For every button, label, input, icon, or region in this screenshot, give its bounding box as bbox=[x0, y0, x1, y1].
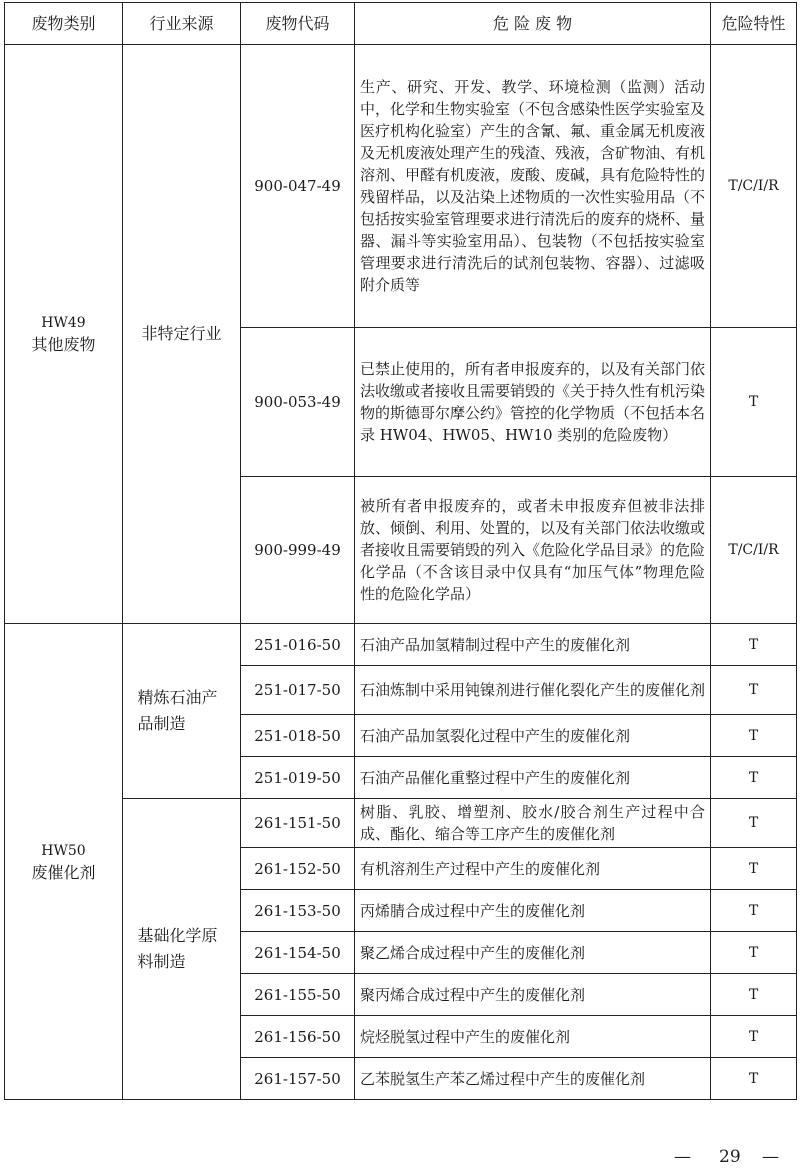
waste-code: 261-154-50 bbox=[241, 932, 355, 974]
waste-description: 树脂、乳胶、增塑剂、胶水/胶合剂生产过程中合成、酯化、缩合等工序产生的废催化剂 bbox=[355, 799, 711, 848]
hazard-characteristic: T bbox=[711, 624, 797, 666]
waste-code: 261-151-50 bbox=[241, 799, 355, 848]
industry-source-label: 基础化学原料制造 bbox=[137, 926, 218, 971]
page-dash-left: — bbox=[674, 1147, 691, 1167]
table-row bbox=[5, 45, 797, 328]
header-row bbox=[5, 3, 797, 45]
header-waste: 危 险 废 物 bbox=[355, 3, 711, 45]
page-dash-right: — bbox=[762, 1147, 779, 1167]
hazardous-waste-table bbox=[4, 2, 797, 1100]
hazard-characteristic: T/C/I/R bbox=[711, 477, 797, 624]
hazard-characteristic: T/C/I/R bbox=[711, 45, 797, 328]
hazard-characteristic: T bbox=[711, 848, 797, 890]
waste-description: 生产、研究、开发、教学、环境检测（监测）活动中，化学和生物实验室（不包含感染性医学实验室及医疗机构化验室）产生的含氰、氟、重金属无机废液及无机废液处理产生的残渣、残液，含矿物油、有机溶剂、甲醛有机废液，废酸、废碱，具有危险特性的残留样品，以及沾染上述物质的一次性实验用品（不包括按实验室管理要求进行清洗后的废弃的烧杯、量器、漏斗等实验室用品）、包装物（不包括按实验室管理要求进行清洗后的试剂包装物、容器）、过滤吸附介质等 bbox=[355, 45, 711, 328]
waste-code: 261-153-50 bbox=[241, 890, 355, 932]
page-footer bbox=[674, 1147, 794, 1169]
category-hw50 bbox=[5, 624, 123, 1100]
waste-description: 石油产品加氢精制过程中产生的废催化剂 bbox=[355, 624, 711, 666]
waste-description: 被所有者申报废弃的，或者未申报废弃但被非法排放、倾倒、利用、处置的，以及有关部门依法收缴或者接收且需要销毁的列入《危险化学品目录》的危险化学品（不含该目录中仅具有“加压气体”物理危险性的危险化学品） bbox=[355, 477, 711, 624]
hazard-characteristic: T bbox=[711, 1058, 797, 1100]
category-hw49 bbox=[5, 45, 123, 624]
hazard-characteristic: T bbox=[711, 666, 797, 715]
page-number: 29 bbox=[719, 1147, 741, 1167]
hazard-characteristic: T bbox=[711, 1016, 797, 1058]
waste-code: 900-999-49 bbox=[241, 477, 355, 624]
industry-source bbox=[123, 624, 241, 799]
industry-source: 非特定行业 bbox=[123, 45, 241, 624]
hazard-characteristic: T bbox=[711, 890, 797, 932]
category-code: HW49 bbox=[41, 315, 86, 331]
waste-code: 261-156-50 bbox=[241, 1016, 355, 1058]
header-source: 行业来源 bbox=[123, 3, 241, 45]
waste-description: 有机溶剂生产过程中产生的废催化剂 bbox=[355, 848, 711, 890]
header-characteristic: 危险特性 bbox=[711, 3, 797, 45]
waste-code: 261-157-50 bbox=[241, 1058, 355, 1100]
category-code: HW50 bbox=[41, 842, 86, 859]
waste-description: 聚丙烯合成过程中产生的废催化剂 bbox=[355, 974, 711, 1016]
waste-description: 烷烃脱氢过程中产生的废催化剂 bbox=[355, 1016, 711, 1058]
industry-source bbox=[123, 799, 241, 1100]
waste-description: 石油产品加氢裂化过程中产生的废催化剂 bbox=[355, 715, 711, 757]
waste-description: 丙烯腈合成过程中产生的废催化剂 bbox=[355, 890, 711, 932]
table-row bbox=[5, 624, 797, 666]
waste-code: 251-017-50 bbox=[241, 666, 355, 715]
waste-code: 900-053-49 bbox=[241, 328, 355, 477]
waste-code: 251-018-50 bbox=[241, 715, 355, 757]
waste-code: 261-152-50 bbox=[241, 848, 355, 890]
waste-description: 石油产品催化重整过程中产生的废催化剂 bbox=[355, 757, 711, 799]
waste-code: 261-155-50 bbox=[241, 974, 355, 1016]
category-name: 其他废物 bbox=[31, 335, 96, 354]
waste-description: 乙苯脱氢生产苯乙烯过程中产生的废催化剂 bbox=[355, 1058, 711, 1100]
hazard-characteristic: T bbox=[711, 974, 797, 1016]
category-name: 废催化剂 bbox=[31, 862, 96, 882]
hazard-characteristic: T bbox=[711, 932, 797, 974]
header-category: 废物类别 bbox=[5, 3, 123, 45]
header-code: 废物代码 bbox=[241, 3, 355, 45]
waste-code: 251-016-50 bbox=[241, 624, 355, 666]
waste-description: 已禁止使用的，所有者申报废弃的，以及有关部门依法收缴或者接收且需要销毁的《关于持久性有机污染物的斯德哥尔摩公约》管控的化学物质（不包括本名录 HW04、HW05、HW10 类别的危险废物） bbox=[355, 328, 711, 477]
industry-source-label: 精炼石油产品制造 bbox=[137, 688, 218, 733]
hazard-characteristic: T bbox=[711, 715, 797, 757]
waste-description: 石油炼制中采用钝镍剂进行催化裂化产生的废催化剂 bbox=[355, 666, 711, 715]
hazard-characteristic: T bbox=[711, 799, 797, 848]
waste-description: 聚乙烯合成过程中产生的废催化剂 bbox=[355, 932, 711, 974]
table-row bbox=[5, 799, 797, 848]
hazard-characteristic: T bbox=[711, 328, 797, 477]
waste-code: 900-047-49 bbox=[241, 45, 355, 328]
hazard-characteristic: T bbox=[711, 757, 797, 799]
waste-code: 251-019-50 bbox=[241, 757, 355, 799]
